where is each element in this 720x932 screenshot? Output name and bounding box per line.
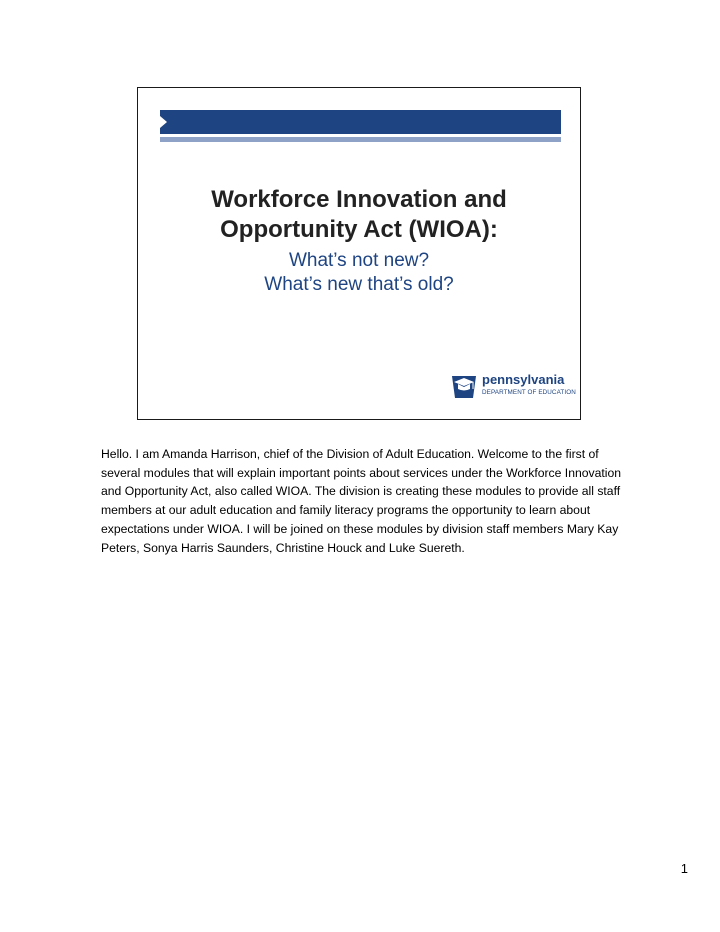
slide-subtitle-line-1: What’s not new? (288, 250, 430, 271)
slide-header-stripe (160, 137, 561, 142)
page-number: 1 (680, 861, 688, 876)
slide-title-line-1: Workforce Innovation and (211, 186, 507, 213)
slide-title (138, 185, 580, 245)
slide-subtitle-line-2: What’s new that’s old? (264, 274, 454, 295)
speaker-notes: Hello. I am Amanda Harrison, chief of the Division of Adult Education. Welcome to the first of several modules that will explain important points about services under the Workforce Innovation and Opportunity Act, also called WIOA. The division is creating these modules to provide all staff members at our adult education and family literacy programs the opportunity to learn about expectations under WIOA. I will be joined on these modules by division staff members Mary Kay Peters, Sonya Harris Saunders, Christine Houck and Luke Suereth. (101, 447, 622, 555)
slide-thumbnail (137, 87, 581, 420)
slide-subtitle (138, 249, 580, 297)
logo-name: pennsylvania (482, 372, 565, 387)
keystone-mortarboard-icon (450, 370, 478, 400)
arrow-right-icon (160, 116, 167, 128)
slide-title-line-2: Opportunity Act (WIOA): (220, 216, 498, 243)
pa-education-logo (450, 368, 574, 402)
slide-header-banner (160, 110, 561, 134)
logo-department: DEPARTMENT OF EDUCATION (482, 389, 576, 396)
